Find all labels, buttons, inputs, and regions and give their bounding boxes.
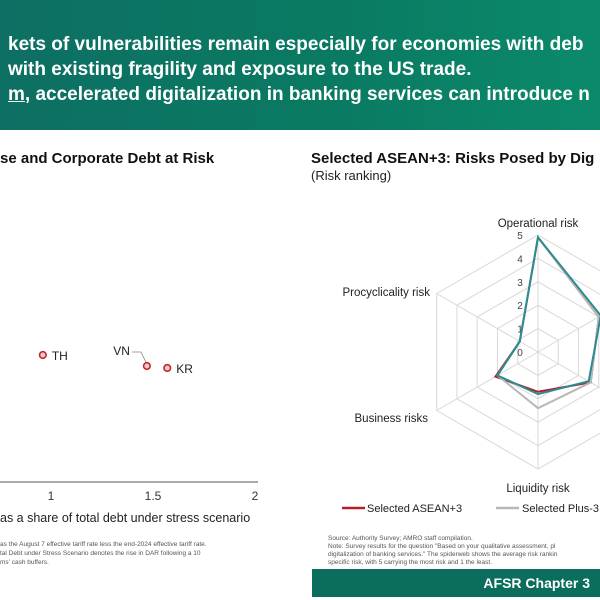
x-tick-label: 1.5 xyxy=(144,489,162,503)
scatter-label: TH xyxy=(51,349,68,363)
scatter-label: KR xyxy=(176,362,193,376)
x-tick-label: 1 xyxy=(47,489,55,503)
right-chart-title: Selected ASEAN+3: Risks Posed by Dig xyxy=(311,150,595,167)
banner-line-1: kets of vulnerabilities remain especially for economies with deb xyxy=(8,34,584,55)
legend-label-asean: Selected ASEAN+3 xyxy=(367,503,463,515)
left-note-3: ms' cash buffers. xyxy=(0,559,49,566)
footer-bar xyxy=(312,569,600,597)
scatter-label: VN xyxy=(113,344,130,358)
radar-axis-label: Procyclicality risk xyxy=(342,287,430,299)
banner-line-3-rest: , accelerated digitalization in banking services can introduce n xyxy=(24,84,590,105)
left-x-axis-label: as a share of total debt under stress scenario xyxy=(0,511,251,525)
left-chart-title: se and Corporate Debt at Risk xyxy=(0,150,215,167)
radar-series-0 xyxy=(495,237,598,391)
right-chart-subtitle: (Risk ranking) xyxy=(311,168,392,183)
right-note-1: Note: Survey results for the question "Based on your qualitative assessment, pl xyxy=(328,543,556,550)
right-note-3: specific risk, with 5 carrying the most risk and 1 the least. xyxy=(328,559,493,566)
radar-series-2 xyxy=(497,237,600,394)
right-source: Source: Authority Survey; AMRO staff compilation. xyxy=(328,535,473,542)
radar-axis-label: Operational risk xyxy=(497,218,579,230)
banner-underlined-word: m xyxy=(8,84,25,105)
radar-axis-label: Business risks xyxy=(354,413,428,425)
radar-tick-label: 4 xyxy=(517,254,523,266)
radar-tick-label: 5 xyxy=(517,231,523,242)
radar-tick-label: 3 xyxy=(517,277,523,289)
left-note-2: tal Debt under Stress Scenario denotes the rise in DAR following a 10 xyxy=(0,550,201,557)
right-note-2: digitalization of banking services." The spiderweb shows the average risk rankin xyxy=(328,551,558,558)
radar-tick-label: 1 xyxy=(517,324,523,336)
banner-line-2: with existing fragility and exposure to the US trade. xyxy=(8,59,472,80)
left-note-1: as the August 7 effective tariff rate less the end-2024 effective tariff rate. xyxy=(0,541,207,548)
radar-tick-label: 2 xyxy=(517,301,523,313)
radar-tick-label: 0 xyxy=(517,348,523,359)
footer-chapter-label: AFSR Chapter 3 xyxy=(483,575,590,591)
legend-label-plus3: Selected Plus-3 xyxy=(522,503,600,515)
x-tick-label: 2 xyxy=(251,489,259,503)
radar-axis-label: Liquidity risk xyxy=(506,483,570,495)
radar-spoke xyxy=(437,352,538,411)
